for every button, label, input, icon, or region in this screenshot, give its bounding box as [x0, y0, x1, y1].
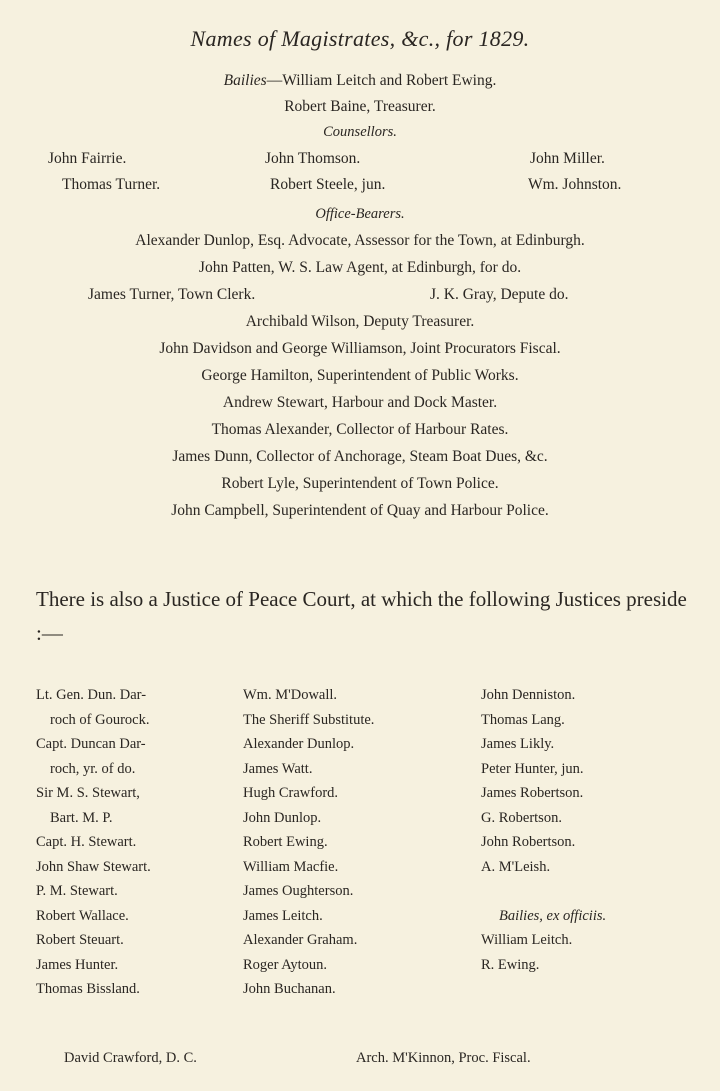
justice-name: roch of Gourock.: [50, 711, 150, 728]
justice-name: William Macfie.: [243, 858, 339, 875]
justice-name: Alexander Graham.: [243, 932, 358, 948]
office-bearer-line: George Hamilton, Superintendent of Public Works.: [201, 367, 519, 384]
bailies-ex-officiis-heading: Bailies, ex officiis.: [499, 907, 607, 924]
justice-name: Alexander Dunlop.: [243, 736, 355, 752]
bailie-ex-officio-name: William Leitch.: [481, 932, 573, 948]
office-bearer-line: Thomas Alexander, Collector of Harbour Rates.: [211, 421, 509, 438]
justice-name: James Watt.: [243, 760, 313, 777]
office-bearer-line: Robert Lyle, Superintendent of Town Police.: [221, 475, 499, 492]
office-bearer-line: Archibald Wilson, Deputy Treasurer.: [245, 313, 475, 330]
justices-column-1: [36, 683, 151, 1002]
justice-name: Bart. M. P.: [50, 809, 113, 826]
counsellors-heading: Counsellors.: [323, 124, 397, 140]
counsellor-name: John Miller.: [530, 150, 605, 167]
office-bearer-line: John Campbell, Superintendent of Quay and Harbour Police.: [171, 502, 549, 519]
justice-name: John Dunlop.: [243, 809, 322, 826]
justice-name: John Denniston.: [481, 687, 576, 703]
footer-right: Arch. M'Kinnon, Proc. Fiscal.: [356, 1050, 531, 1066]
bailie-ex-officio-name: R. Ewing.: [481, 956, 540, 973]
justice-name: John Robertson.: [481, 834, 576, 850]
office-bearer-line: J. K. Gray, Depute do.: [430, 286, 569, 303]
counsellor-name: John Fairrie.: [48, 150, 127, 167]
justices-column-3: [481, 683, 606, 977]
justice-name: Capt. H. Stewart.: [36, 834, 137, 850]
justice-name: Peter Hunter, jun.: [481, 760, 584, 777]
office-bearers-heading: Office-Bearers.: [315, 206, 405, 222]
justice-name: Hugh Crawford.: [243, 785, 339, 801]
office-bearer-line: James Turner, Town Clerk.: [88, 286, 256, 303]
justice-name: John Shaw Stewart.: [36, 858, 151, 875]
justice-name: Lt. Gen. Dun. Dar-: [36, 687, 147, 703]
treasurer-line: Robert Baine, Treasurer.: [284, 98, 436, 115]
office-bearer-line: John Davidson and George Williamson, Joint Procurators Fiscal.: [159, 340, 561, 357]
justices-column-2: [243, 683, 374, 1002]
counsellor-name: John Thomson.: [265, 150, 361, 167]
bailies-text: —William Leitch and Robert Ewing.: [266, 72, 497, 89]
justice-name: Capt. Duncan Dar-: [36, 736, 146, 752]
justice-name: John Buchanan.: [243, 981, 336, 997]
justice-name: Sir M. S. Stewart,: [36, 785, 140, 801]
justice-name: G. Robertson.: [481, 809, 562, 826]
office-bearer-line: John Patten, W. S. Law Agent, at Edinburgh, for do.: [198, 259, 522, 276]
justice-name: James Hunter.: [36, 956, 119, 973]
justice-intro-paragraph: There is also a Justice of Peace Court, at which the following Justices preside :—: [36, 587, 687, 645]
counsellor-name: Thomas Turner.: [62, 176, 161, 193]
counsellor-name: Robert Steele, jun.: [270, 176, 386, 193]
office-bearer-line: James Dunn, Collector of Anchorage, Steam Boat Dues, &c.: [172, 448, 548, 465]
justice-name: Wm. M'Dowall.: [243, 687, 338, 703]
justice-name: Thomas Bissland.: [36, 981, 140, 997]
justice-name: James Leitch.: [243, 907, 323, 924]
office-bearer-line: Andrew Stewart, Harbour and Dock Master.: [222, 394, 498, 411]
justice-name: Roger Aytoun.: [243, 956, 328, 973]
bailies-line: [0, 72, 720, 90]
column-spacer: [481, 879, 606, 904]
justice-name: James Likly.: [481, 736, 555, 752]
counsellors-row: [0, 176, 720, 202]
bailies-prefix: Bailies: [223, 72, 267, 89]
office-bearer-line: Alexander Dunlop, Esq. Advocate, Assessor for the Town, at Edinburgh.: [135, 232, 585, 249]
footer-left: David Crawford, D. C.: [64, 1050, 197, 1066]
page-title: Names of Magistrates, &c., for 1829.: [190, 26, 530, 51]
counsellor-name: Wm. Johnston.: [528, 176, 622, 193]
justice-name: Thomas Lang.: [481, 711, 565, 728]
counsellors-list: [0, 150, 720, 202]
justice-name: The Sheriff Substitute.: [243, 711, 375, 728]
justice-name: A. M'Leish.: [481, 858, 551, 875]
justice-name: Robert Steuart.: [36, 932, 124, 948]
justice-name: Robert Wallace.: [36, 907, 129, 924]
justice-name: James Robertson.: [481, 785, 584, 801]
justice-name: roch, yr. of do.: [50, 760, 136, 777]
counsellors-row: [0, 150, 720, 176]
justice-name: James Oughterson.: [243, 883, 354, 899]
justice-name: Robert Ewing.: [243, 834, 328, 850]
justice-name: P. M. Stewart.: [36, 883, 118, 899]
